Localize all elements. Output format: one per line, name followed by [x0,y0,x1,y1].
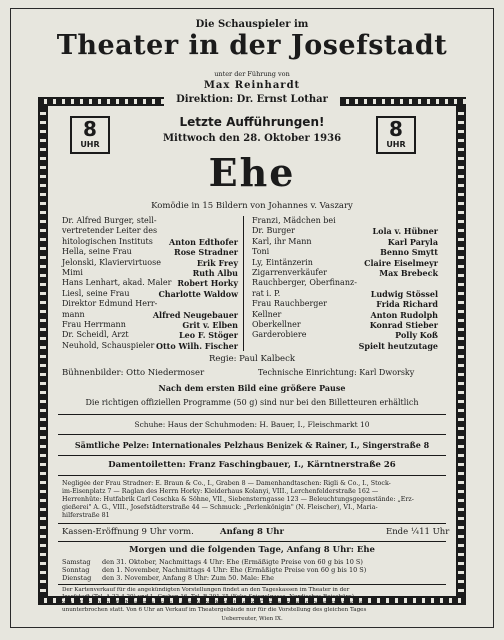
actor: Karl Paryla [387,236,438,247]
supplier-line: gießerei" A. G., VIII., Josefstädterstraße 44 — Schmuck: „Perlenkönigin" (N. Fleischer), VI., Maria- [62,504,378,511]
notice-line: ununterbrochen statt. Von 6 Uhr an Verkauf im Theatergebäude nur für die Vorstellung des gleichen Tages [62,606,367,613]
actor: Alfred Neugebauer [152,309,238,320]
role: Toni [252,247,270,257]
supplier-line: Negligée der Frau Stradner: E. Braun & Co., I., Graben 8 — Damenhandtaschen: Rigli & Co., I., Stock- [62,480,391,487]
play-title: Ehe [208,150,296,195]
actor: Polly Koß [395,330,438,341]
role: Hella, seine Frau [62,247,132,257]
role: Dr. Scheidl, Arzt [62,330,129,340]
schedule-row [62,566,448,574]
printer: Ueberreuter, Wien IX. [221,616,283,622]
cast-row [62,289,238,299]
actor: Benno Smytt [380,247,438,258]
schedule-row [62,574,448,582]
role: vertretender Leiter des [62,226,158,236]
cast-row [252,226,438,236]
actor: Otto Wilh. Fischer [155,340,238,351]
cast-row [62,268,238,278]
rule [58,523,446,524]
box-office-notice [62,587,448,613]
cast-list-left [62,216,238,351]
kasse: Kassen-Eröffnung 9 Uhr vorm. [62,527,194,537]
actor: Rose Stradner [174,247,238,258]
supplier-line: Herrenhüte: Hutfabrik Carl Ceschka & Söhne, VII., Siebensterngasse 123 — Beleuchtungsgegenstände: „Erz- [62,496,414,503]
role: Kellner [252,309,282,319]
role: Hans Lenhart, akad. Maler [62,278,172,288]
cast-row [62,247,238,257]
cast-row [62,330,238,340]
cast-row [62,278,238,288]
schedule-day: Dienstag [62,574,92,582]
actor: Ludwig Stössel [370,288,438,299]
actor: Grit v. Elben [182,320,238,331]
frame-top [38,97,164,106]
rule [58,434,446,435]
role: Zigarrenverkäufer [252,268,327,278]
role: Liesl, seine Frau [62,288,130,298]
role: hitologischen Instituts [62,236,153,246]
cast-row [252,247,438,257]
schedule-list [62,558,448,582]
header-line2: unter der Führung von [214,70,290,78]
schedule-row [62,558,448,566]
cast-row [252,237,438,247]
last-performances: Letzte Aufführungen! [179,115,325,129]
theatre-name: Theater in der Josefstadt [56,30,448,61]
direktion: Direktion: Dr. Ernst Lothar [176,94,328,105]
role: Karl, ihr Mann [252,236,312,246]
rule [58,541,446,542]
actor: Ruth Albu [192,268,238,279]
director-name: Max Reinhardt [203,80,301,91]
role: Frau Herrmann [62,320,126,330]
cast-row [62,299,238,309]
notice-line: Der Kartenverkauf für die angekündigten Vorstellungen findet an den Tageskassen im Theater in der [62,587,350,593]
actor: Lola v. Hübner [372,226,438,237]
ende: Ende ¼11 Uhr [386,527,450,537]
role: Oberkellner [252,320,301,330]
technik: Technische Einrichtung: Karl Dworsky [258,368,415,377]
supplier-line: im-Eisenplatz 7 — Raglan des Herrn Horky: Kleiderhaus Kolanyi, VIII., Lerchenfelderstraße 162 — [62,488,379,495]
role: Garderobiere [252,330,307,340]
actor: Anton Edthofer [169,236,238,247]
cast-row [252,299,438,309]
programme-note: Die richtigen offiziellen Programme (50 g) sind nur bei den Billetteuren erhältlich [85,398,419,407]
cast-row [252,289,438,299]
actor: Konrad Stieber [369,320,438,331]
cast-row [62,216,238,226]
performance-date: Mittwoch den 28. Oktober 1936 [162,133,342,144]
schedule-day: Samstag [62,558,91,566]
play-subtitle: Komödie in 15 Bildern von Johannes v. Vaszary [151,201,353,211]
actor: Spielt heutzutage [358,340,438,351]
schedule-detail: den 3. November, Anfang 8 Uhr: Zum 50. Male: Ehe [102,574,274,582]
schedule-detail: den 1. November, Nachmittags 4 Uhr: Ehe (Ermäßigte Preise von 60 g bis 10 S) [102,566,367,574]
cast-row [62,237,238,247]
role: Frau Rauchberger [252,299,327,309]
notice-line: Josefstadt (Tel. A-22-4-20) und I., Graben 16, Tel. R-291-35 (Ecke Spiegelgasse, Nordisches Reisebüro) [62,593,354,600]
role: Dr. Burger [252,226,295,236]
actor: Erik Frey [196,257,238,268]
role: Jelonski, Klaviervirtuose [62,257,161,267]
cast-row [62,226,238,236]
regie: Regie: Paul Kalbeck [208,354,295,364]
rule [58,584,446,585]
cast-row [62,310,238,320]
buehnenbilder: Bühnenbilder: Otto Niedermoser [62,368,205,378]
role: rat i. P. [252,288,281,298]
damentoiletten: Damentoiletten: Franz Faschingbauer, I., Kärntnerstraße 26 [108,460,396,470]
badge-unit: UHR [80,140,100,149]
role: Neuhold, Schauspieler [62,340,155,350]
role: Dr. Alfred Burger, stell- [62,216,157,225]
role: mann [62,309,85,319]
supplier-line: hilferstraße 81 [62,512,110,519]
schuhe: Schuhe: Haus der Schuhmoden: H. Bauer, I., Fleischmarkt 10 [134,420,370,429]
actor: Max Brebeck [379,268,438,279]
frame-top-right [340,97,466,106]
notice-line: von 9 Uhr früh bis 6 Uhr abends sowie in allen Vorverkaufsstellen zu Originalpreisen ohne jeden Aufschlag [62,600,367,607]
cast-divider [243,216,244,351]
pelze: Sämtliche Pelze: Internationales Pelzhaus Benizek & Rainer, I., Singerstraße 8 [74,440,430,450]
role: Direktor Edmund Herr- [62,299,158,309]
rule [58,455,446,456]
badge-number: 8 [83,117,97,141]
suppliers [62,480,448,520]
schedule-day: Sonntag [62,566,90,574]
cast-row [252,216,438,226]
rule [58,414,446,415]
pause-note: Nach dem ersten Bild eine größere Pause [158,383,346,393]
actor: Frida Richard [376,299,438,310]
cast-row [62,341,238,351]
cast-row [252,258,438,268]
role: Franzi, Mädchen bei [252,216,336,225]
cast-row [252,330,438,340]
schedule-detail: den 31. Oktober, Nachmittags 4 Uhr: Ehe (Ermäßigte Preise von 60 g bis 10 S) [102,558,363,566]
actor: Anton Rudolph [370,309,438,320]
cast-list-right [252,216,438,351]
cast-row [252,278,438,288]
anfang: Anfang 8 Uhr [220,527,284,537]
cast-row [252,320,438,330]
cast-row [252,268,438,278]
actor: Leo F. Stöger [179,330,238,341]
actor: Robert Horky [177,278,238,289]
cast-row [62,258,238,268]
cast-row [252,341,438,351]
schedule-heading: Morgen und die folgenden Tage, Anfang 8 Uhr: Ehe [129,545,375,555]
badge-number: 8 [389,117,403,141]
role: Mimi [62,268,83,278]
badge-unit: UHR [386,140,406,149]
actor: Charlotte Waldow [158,288,238,299]
header-line1: Die Schauspieler im [195,19,309,30]
actor: Claire Eiselmeyr [364,257,438,268]
rule [58,475,446,476]
role: Ly, Eintänzerin [252,257,313,267]
cast-row [62,320,238,330]
role: Rauchberger, Oberfinanz- [252,278,357,288]
cast-row [252,310,438,320]
